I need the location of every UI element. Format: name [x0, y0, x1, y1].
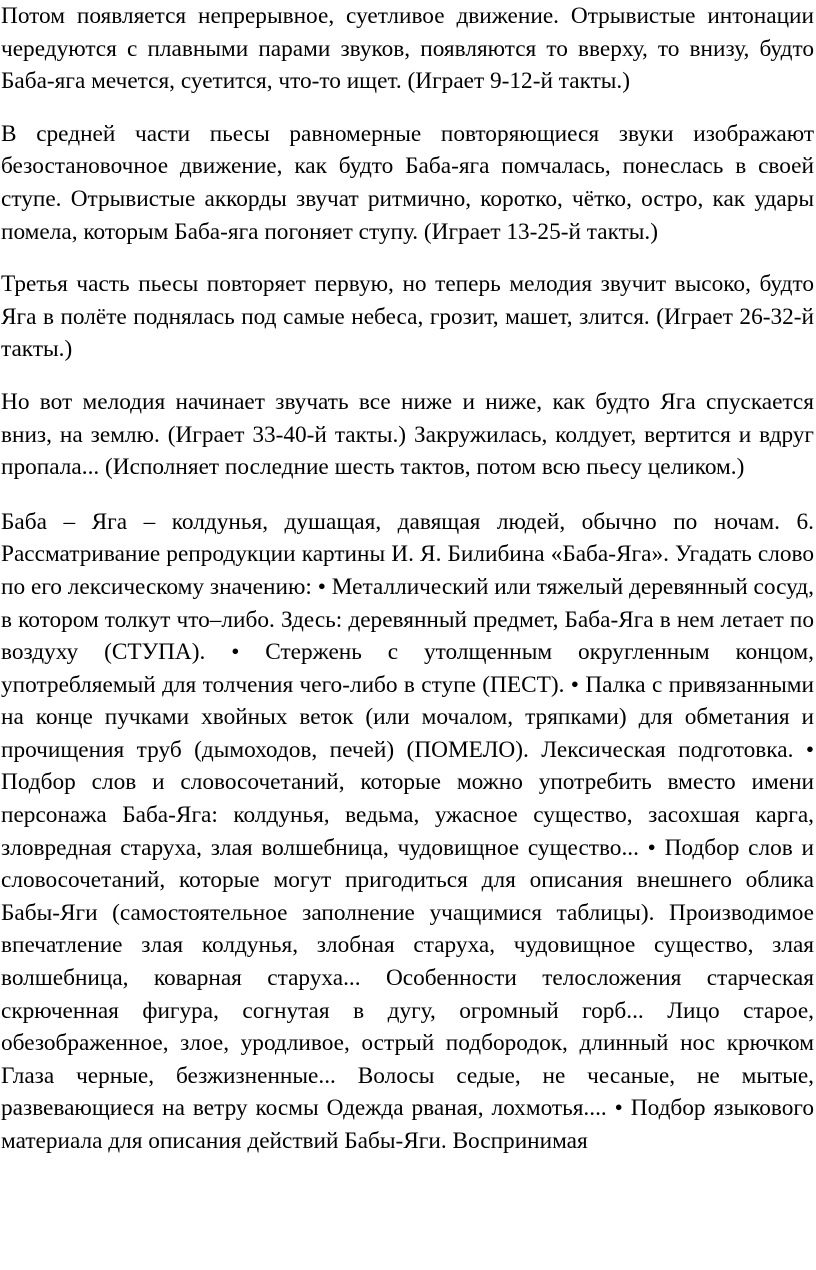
paragraph-2: В средней части пьесы равномерные повторяющиеся звуки изображают безостановочное движение, как будто Баба-яга помчалась, понеслась в своей ступе. Отрывистые аккорды звучат ритмично, коротко, чётко, остро, как удары помела, которым Баба-яга погоняет ступу. (Играет 13-25-й такты.) — [1, 120, 814, 245]
paragraph-5: Баба – Яга – колдунья, душащая, давящая людей, обычно по ночам. 6. Рассматривание репродукции картины И. Я. Билибина «Баба-Яга». Угадать слово по его лексическому значению: • Металлический или тяжелый деревянный сосуд, в котором толкут что–либо. Здесь: деревянный предмет, Баба-Яга в нем летает по воздуху (СТУПА). • Стержень с утолщенным округленным концом, употребляемый для толчения чего-либо в ступе (ПЕСТ). • Палка с привязанными на конце пучками хвойных веток (или мочалом, тряпками) для обметания и прочищения труб (дымоходов, печей) (ПОМЕЛО). Лексическая подготовка. • Подбор слов и словосочетаний, которые можно употребить вместо имени персонажа Баба-Яга: колдунья, ведьма, ужасное существо, засохшая карга, зловредная старуха, злая волшебница, чудовищное существо... • Подбор слов и словосочетаний, которые могут пригодиться для описания внешнего облика Бабы-Яги (самостоятельное заполнение учащимися таблицы). Производимое впечатление злая колдунья, злобная старуха, чудовищное существо, злая волшебница, коварная старуха... Особенности телосложения старческая скрюченная фигура, согнутая в дугу, огромный горб... Лицо старое, обезображенное, злое, уродливое, острый подбородок, длинный нос крючком Глаза черные, безжизненные... Волосы седые, не чесаные, не мытые, развевающиеся на ветру космы Одежда рваная, лохмотья.... • Подбор языкового материала для описания действий Бабы-Яги. Воспринимая — [1, 508, 814, 1154]
paragraph-1: Потом появляется непрерывное, суетливое движение. Отрывистые интонации чередуются с плавными парами звуков, появляются то вверху, то внизу, будто Баба-яга мечется, суетится, что-то ищет. (Играет 9-12-й такты.) — [1, 3, 814, 95]
paragraph-4: Но вот мелодия начинает звучать все ниже и ниже, как будто Яга спускается вниз, на землю. (Играет 33-40-й такты.) Закружилась, колдует, вертится и вдруг пропала... (Исполняет последние шесть тактов, потом всю пьесу целиком.) — [1, 388, 814, 481]
paragraph-3: Третья часть пьесы повторяет первую, но теперь мелодия звучит высоко, будто Яга в полёте поднялась под самые небеса, грозит, машет, злится. (Играет 26-32-й такты.) — [1, 271, 814, 363]
